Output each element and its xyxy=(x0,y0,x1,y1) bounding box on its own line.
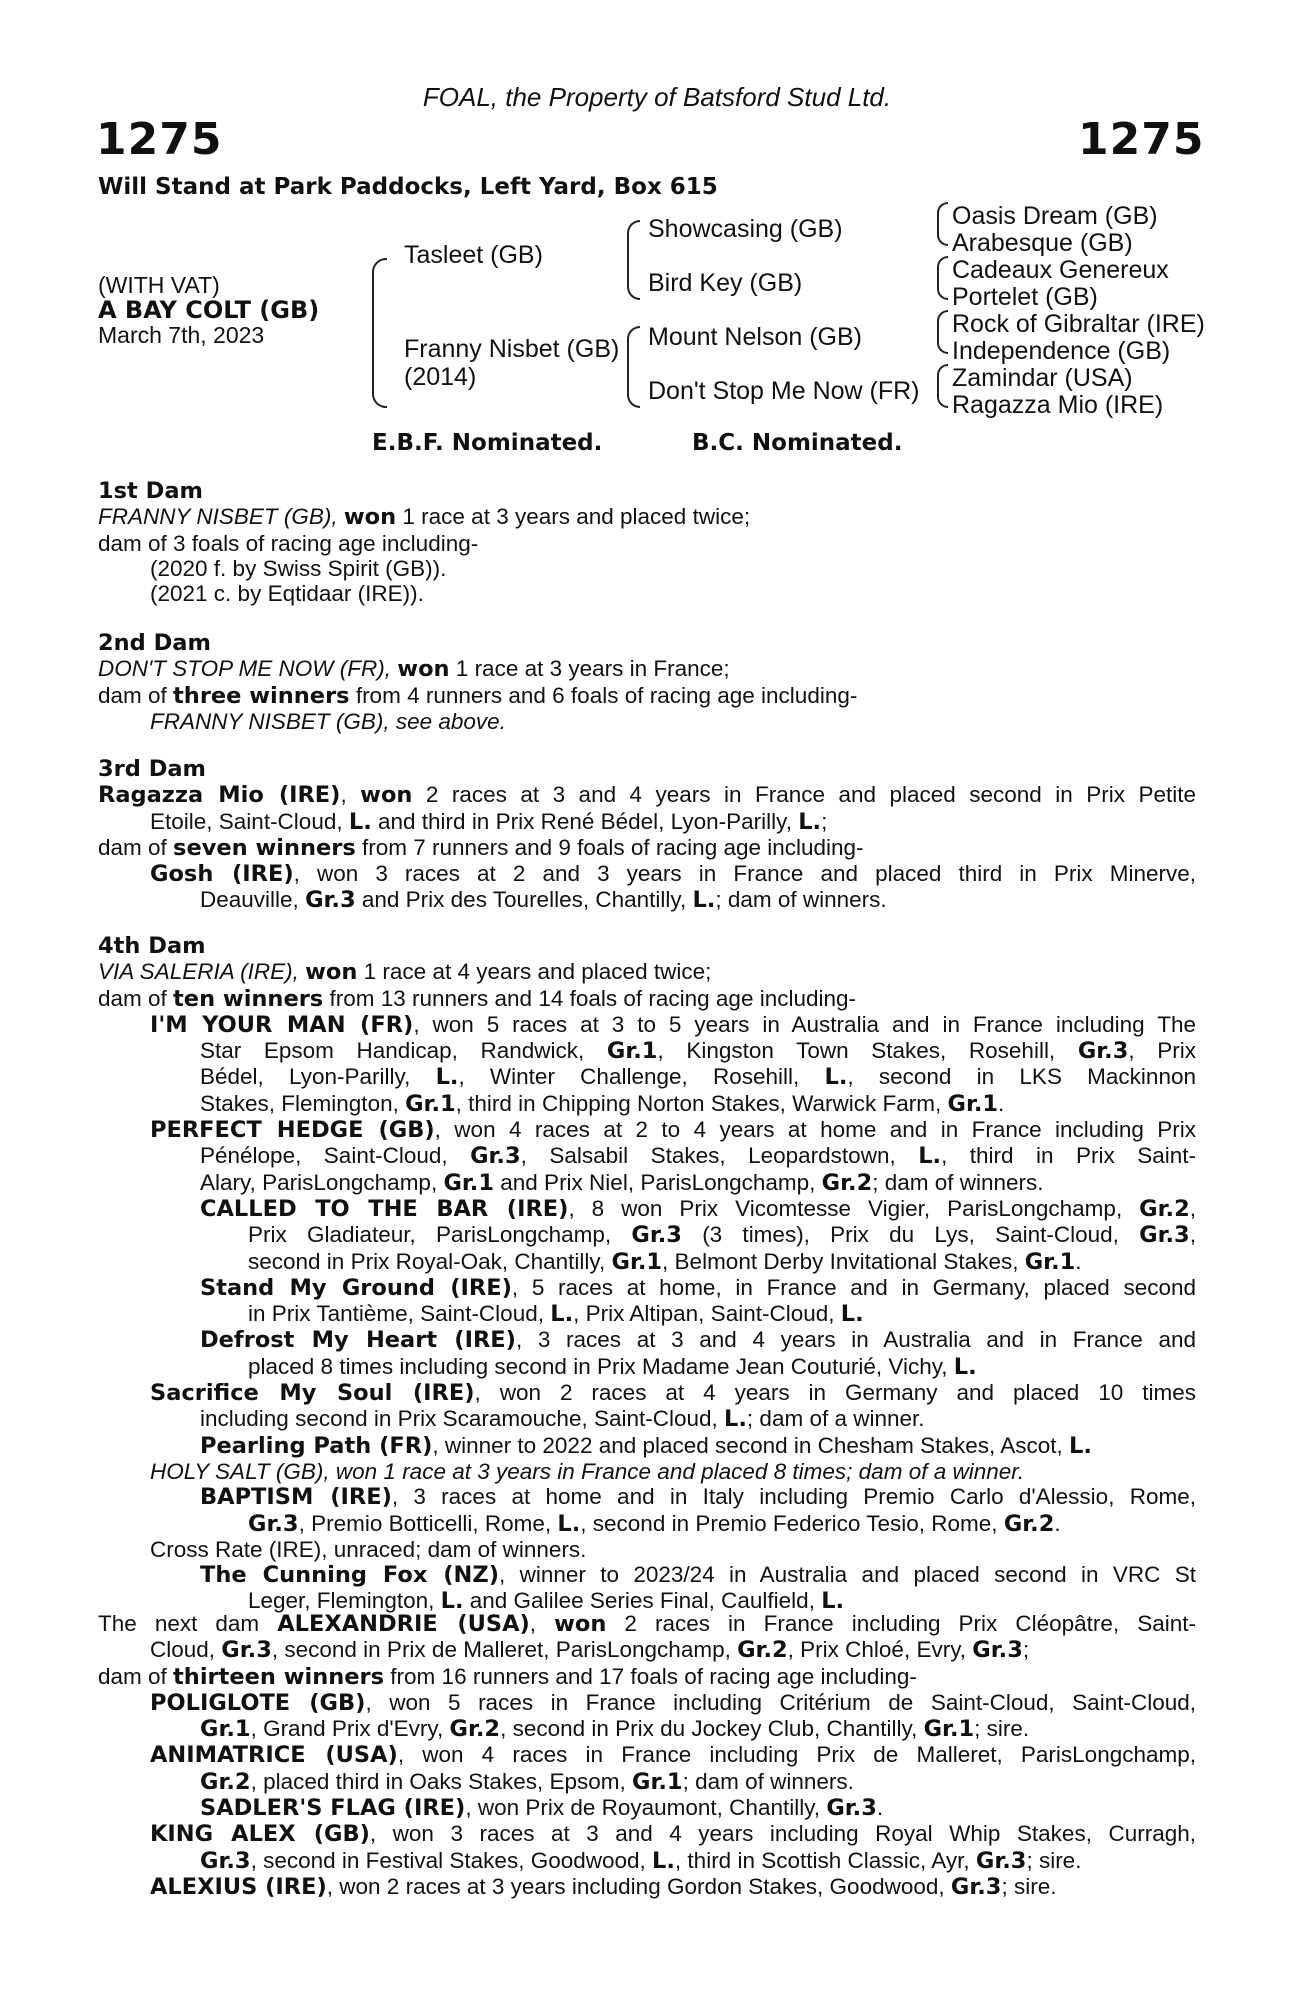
bold-text: Gr.2 xyxy=(449,1716,501,1743)
pedigree-gen2-1: Showcasing (GB) xyxy=(648,215,843,243)
bold-text: L. xyxy=(840,1301,864,1328)
text: , Premio Botticelli, Rome, xyxy=(298,1510,558,1536)
text: , Winter Challenge, Rosehill, xyxy=(458,1064,825,1090)
bold-text: L. xyxy=(557,1510,581,1537)
italic-text: VIA SALERIA (IRE), xyxy=(98,959,306,985)
section-4th-dam xyxy=(98,934,1196,1615)
text: and third in Prix René Bédel, Lyon-Parilly, xyxy=(371,808,799,834)
bold-text: SADLER'S FLAG (IRE) xyxy=(200,1795,466,1822)
text: , third in Prix Saint- xyxy=(941,1143,1196,1169)
pedigree-gen2-3: Mount Nelson (GB) xyxy=(648,323,862,351)
text-line xyxy=(98,959,1196,985)
bold-text: ALEXIUS (IRE) xyxy=(150,1873,327,1900)
horse-description: A BAY COLT (GB) xyxy=(98,296,320,324)
text-line xyxy=(98,531,1196,556)
text-line xyxy=(98,1038,1196,1064)
pedigree-gen3-1: Oasis Dream (GB) xyxy=(952,202,1158,230)
text: , second in LKS Mackinnon xyxy=(847,1064,1196,1090)
text-line xyxy=(98,709,1196,734)
text: ; sire. xyxy=(974,1716,1030,1742)
bold-text: L. xyxy=(918,1143,942,1170)
text: Prix Gladiateur, ParisLongchamp, xyxy=(248,1222,632,1248)
section-3rd-dam xyxy=(98,757,1196,914)
pedigree-dam-year: (2014) xyxy=(404,363,477,391)
italic-text: FRANNY NISBET (GB), see above. xyxy=(150,708,506,734)
bold-text: CALLED TO THE BAR (IRE) xyxy=(200,1195,569,1222)
text: ; sire. xyxy=(1001,1873,1057,1899)
text: , won 3 races at 3 and 4 years including Royal Whip Stakes, Curragh, xyxy=(369,1821,1196,1847)
bold-text: L. xyxy=(692,887,716,914)
text: 1 race at 3 years and placed twice; xyxy=(396,504,751,530)
text: The next dam xyxy=(98,1611,278,1636)
bc-nomination: B.C. Nominated. xyxy=(692,430,903,456)
bold-text: POLIGLOTE (GB) xyxy=(150,1689,366,1716)
text-line xyxy=(98,1637,1196,1663)
bold-text: L. xyxy=(821,1588,845,1615)
text: ; xyxy=(821,808,828,834)
text: Cross Rate (IRE), unraced; dam of winners. xyxy=(150,1536,587,1562)
lot-number-right: 1275 xyxy=(1078,114,1205,165)
text-line xyxy=(98,1795,1196,1821)
text: , won 5 races in France including Critérium de Saint-Cloud, Saint-Cloud, xyxy=(365,1689,1196,1715)
bold-text: Defrost My Heart (IRE) xyxy=(200,1327,516,1354)
bold-text: L. xyxy=(1069,1432,1092,1459)
bold-text: Gr.3 xyxy=(972,1637,1023,1664)
text-line xyxy=(98,1562,1196,1588)
text-line xyxy=(98,1821,1196,1847)
text-line xyxy=(98,556,1196,581)
text: and Galilee Series Final, Caulfield, xyxy=(463,1588,822,1614)
text: dam of xyxy=(98,834,174,860)
text: , 3 races at home and in Italy including Premio Carlo d'Alessio, Rome, xyxy=(391,1484,1196,1510)
brace-main xyxy=(372,258,387,408)
bold-text: Gr.1 xyxy=(632,1768,683,1795)
text: , Prix xyxy=(1128,1038,1196,1064)
text-line xyxy=(98,1249,1196,1275)
text-line xyxy=(98,861,1196,887)
bold-text: Gr.1 xyxy=(1024,1248,1076,1275)
bold-text: I'M YOUR MAN (FR) xyxy=(150,1011,414,1038)
bold-text: L. xyxy=(798,808,822,835)
brace-g3-1 xyxy=(937,202,948,246)
text: 1 race at 4 years and placed twice; xyxy=(357,959,712,985)
text-line xyxy=(98,1354,1196,1380)
bold-text: KING ALEX (GB) xyxy=(150,1821,370,1848)
text: , 8 won Prix Vicomtesse Vigier, ParisLongchamp, xyxy=(568,1195,1140,1221)
text-line xyxy=(98,1848,1196,1874)
pedigree-gen3-7: Zamindar (USA) xyxy=(952,364,1133,392)
text: ; dam of winners. xyxy=(872,1169,1044,1195)
text: , second in Premio Federico Tesio, Rome, xyxy=(580,1510,1004,1536)
text: , won 5 races at 3 to 5 years in Australia and in France including The xyxy=(413,1011,1196,1037)
pedigree-gen3-2: Arabesque (GB) xyxy=(952,229,1133,257)
text: , second in Prix de Malleret, ParisLongchamp, xyxy=(271,1637,738,1663)
text: ; dam of winners. xyxy=(682,1768,854,1794)
text-line xyxy=(98,1222,1196,1248)
text-line xyxy=(98,1117,1196,1143)
bold-text: Gr.2 xyxy=(1139,1195,1190,1222)
text-line xyxy=(98,1196,1196,1222)
text-line xyxy=(98,1459,1196,1484)
bold-text: Gr.3 xyxy=(1139,1222,1190,1249)
bold-text: L. xyxy=(652,1847,675,1874)
bold-text: Gr.1 xyxy=(443,1169,495,1196)
text: , xyxy=(1189,1195,1196,1221)
text: , xyxy=(1189,1222,1196,1248)
brace-dam xyxy=(627,326,640,408)
bold-text: Gr.2 xyxy=(737,1637,788,1664)
text: from 7 runners and 9 foals of racing age including- xyxy=(355,834,864,860)
bold-text: L. xyxy=(724,1406,747,1433)
pedigree-gen2-2: Bird Key (GB) xyxy=(648,269,803,297)
pedigree-gen3-5: Rock of Gibraltar (IRE) xyxy=(952,310,1205,338)
text-line xyxy=(98,1275,1196,1301)
text-line xyxy=(98,1742,1196,1768)
text: , won 3 races at 2 and 3 years in France and placed third in Prix Minerve, xyxy=(293,861,1196,887)
bold-text: L. xyxy=(550,1301,574,1328)
text-line xyxy=(98,1170,1196,1196)
brace-g3-4 xyxy=(937,364,948,408)
text: , second in Festival Stakes, Goodwood, xyxy=(250,1847,653,1873)
pedigree-sire: Tasleet (GB) xyxy=(404,241,543,269)
pedigree-gen3-6: Independence (GB) xyxy=(952,337,1171,365)
bold-text: Gr.1 xyxy=(947,1090,999,1117)
text: dam of xyxy=(98,1663,174,1689)
text: Star Epsom Handicap, Randwick, xyxy=(200,1038,607,1064)
text-line xyxy=(98,1874,1196,1900)
text-line xyxy=(98,1091,1196,1117)
text-line xyxy=(98,887,1196,913)
text-line xyxy=(98,1433,1196,1459)
text: in Prix Tantième, Saint-Cloud, xyxy=(248,1301,551,1327)
text-line xyxy=(98,782,1196,808)
text: ; xyxy=(1022,1637,1030,1663)
text: , won Prix de Royaumont, Chantilly, xyxy=(465,1795,827,1821)
bold-text: L. xyxy=(348,808,372,835)
text: , xyxy=(340,782,361,808)
bold-text: won xyxy=(554,1611,607,1637)
bold-text: Gr.3 xyxy=(470,1143,521,1170)
vat-label: (WITH VAT) xyxy=(98,272,220,298)
section-heading: 3rd Dam xyxy=(98,756,206,782)
bold-text: Gr.2 xyxy=(821,1169,873,1196)
bold-text: Gr.3 xyxy=(950,1873,1002,1900)
lot-number-left: 1275 xyxy=(96,114,223,165)
ebf-nomination: E.B.F. Nominated. xyxy=(372,430,603,456)
bold-text: L. xyxy=(953,1353,977,1380)
bold-text: Gr.3 xyxy=(975,1847,1027,1874)
text: from 13 runners and 14 foals of racing age including- xyxy=(323,985,857,1011)
bold-text: ten winners xyxy=(173,985,324,1012)
text: , won 4 races in France including Prix de Malleret, ParisLongchamp, xyxy=(397,1742,1197,1768)
text: Bédel, Lyon-Parilly, xyxy=(200,1064,436,1090)
text: Leger, Flemington, xyxy=(248,1588,441,1614)
section-heading: 1st Dam xyxy=(98,478,203,504)
bold-text: Gr.1 xyxy=(200,1716,251,1743)
text: from 16 runners and 17 foals of racing age including- xyxy=(384,1663,917,1689)
text-line xyxy=(98,1769,1196,1795)
text: . xyxy=(1054,1510,1061,1536)
bold-text: three winners xyxy=(173,682,350,709)
text: dam of xyxy=(98,682,174,708)
bold-text: Gr.3 xyxy=(631,1222,682,1249)
text-line xyxy=(98,1301,1196,1327)
text: Pénélope, Saint-Cloud, xyxy=(200,1143,471,1169)
text-line xyxy=(98,1143,1196,1169)
bold-text: Gr.1 xyxy=(611,1248,663,1275)
text-line xyxy=(98,1484,1196,1510)
bold-text: BAPTISM (IRE) xyxy=(200,1484,392,1511)
bold-text: Gr.3 xyxy=(221,1637,272,1664)
italic-text: FRANNY NISBET (GB), xyxy=(98,504,344,530)
text-line xyxy=(98,986,1196,1012)
text: ; dam of a winner. xyxy=(746,1406,925,1432)
bold-text: Gr.3 xyxy=(200,1847,251,1874)
text-line xyxy=(98,1406,1196,1432)
text: and Prix Niel, ParisLongchamp, xyxy=(494,1169,822,1195)
text-line xyxy=(98,683,1196,709)
bold-text: Gr.1 xyxy=(606,1038,658,1065)
bold-text: Pearling Path (FR) xyxy=(200,1432,433,1459)
text: (2021 c. by Eqtidaar (IRE)). xyxy=(150,581,424,607)
text: . xyxy=(998,1090,1005,1116)
text-line xyxy=(98,1611,1196,1637)
pedigree-dam: Franny Nisbet (GB) xyxy=(404,335,620,363)
bold-text: Gr.3 xyxy=(1077,1038,1129,1065)
text-line xyxy=(98,581,1196,606)
text: Etoile, Saint-Cloud, xyxy=(150,808,349,834)
text: Cloud, xyxy=(150,1637,222,1663)
bold-text: Gosh (IRE) xyxy=(150,861,294,888)
text: 1 race at 3 years in France; xyxy=(449,656,730,682)
text: from 4 runners and 6 foals of racing age including- xyxy=(349,682,858,708)
bold-text: Gr.3 xyxy=(305,887,356,914)
bold-text: L. xyxy=(824,1064,848,1091)
text: . xyxy=(1075,1248,1082,1274)
text: 2 races in France including Prix Cléopâtre, Saint- xyxy=(606,1611,1196,1636)
text: , Belmont Derby Invitational Stakes, xyxy=(662,1248,1025,1274)
text-line xyxy=(98,504,1196,530)
text: second in Prix Royal-Oak, Chantilly, xyxy=(248,1248,612,1274)
text: Stakes, Flemington, xyxy=(200,1090,406,1116)
bold-text: thirteen winners xyxy=(173,1663,385,1690)
pedigree-gen3-3: Cadeaux Genereux xyxy=(952,256,1169,284)
section-2nd-dam xyxy=(98,631,1196,734)
text-line xyxy=(98,1690,1196,1716)
text: , Salsabil Stakes, Leopardstown, xyxy=(520,1143,919,1169)
text: , Prix Chloé, Evry, xyxy=(787,1637,973,1663)
bold-text: PERFECT HEDGE (GB) xyxy=(150,1117,435,1144)
text: , won 2 races at 4 years in Germany and placed 10 times xyxy=(474,1380,1196,1406)
bold-text: Stand My Ground (IRE) xyxy=(200,1274,512,1301)
text: , third in Chipping Norton Stakes, Warwick Farm, xyxy=(455,1090,948,1116)
pedigree-gen3-4: Portelet (GB) xyxy=(952,283,1098,311)
text: , 5 races at home, in France and in Germany, placed second xyxy=(511,1274,1196,1300)
italic-text: DON'T STOP ME NOW (FR), xyxy=(98,656,398,682)
bold-text: won xyxy=(397,656,450,683)
bold-text: Gr.2 xyxy=(1003,1510,1055,1537)
text-line xyxy=(98,1327,1196,1353)
text-line xyxy=(98,1012,1196,1038)
text: , winner to 2022 and placed second in Chesham Stakes, Ascot, xyxy=(432,1432,1069,1458)
text: and Prix des Tourelles, Chantilly, xyxy=(355,887,693,913)
pedigree-gen3-8: Ragazza Mio (IRE) xyxy=(952,391,1164,419)
text: dam of xyxy=(98,985,174,1011)
brace-sire xyxy=(627,220,640,300)
date-of-birth: March 7th, 2023 xyxy=(98,322,265,348)
text: , 3 races at 3 and 4 years in Australia and in France and xyxy=(515,1327,1196,1353)
text: placed 8 times including second in Prix Madame Jean Couturié, Vichy, xyxy=(248,1353,954,1379)
bold-text: Gr.3 xyxy=(826,1795,877,1822)
text: , third in Scottish Classic, Ayr, xyxy=(674,1847,976,1873)
text: , won 2 races at 3 years including Gordon Stakes, Goodwood, xyxy=(326,1873,951,1899)
bold-text: seven winners xyxy=(173,834,356,861)
section-heading: 2nd Dam xyxy=(98,630,211,656)
text-line xyxy=(98,656,1196,682)
text: ; sire. xyxy=(1026,1847,1082,1873)
bold-text: ALEXANDRIE (USA) xyxy=(277,1611,530,1637)
brace-g3-2 xyxy=(937,256,948,300)
text-line xyxy=(98,809,1196,835)
text-line xyxy=(98,835,1196,861)
bold-text: Gr.1 xyxy=(923,1716,975,1743)
bold-text: won xyxy=(343,504,397,531)
text: (2020 f. by Swiss Spirit (GB)). xyxy=(150,555,447,581)
italic-text: HOLY SALT (GB), won 1 race at 3 years in France and placed 8 times; dam of a winner. xyxy=(150,1458,1025,1484)
bold-text: won xyxy=(360,782,413,809)
text: ; dam of winners. xyxy=(715,887,887,913)
text-line xyxy=(98,1064,1196,1090)
text: 2 races at 3 and 4 years in France and placed second in Prix Petite xyxy=(412,782,1196,808)
text-line xyxy=(98,1716,1196,1742)
text: , Prix Altipan, Saint-Cloud, xyxy=(573,1301,841,1327)
text: , xyxy=(529,1611,555,1636)
bold-text: Sacrifice My Soul (IRE) xyxy=(150,1380,475,1407)
section-1st-dam xyxy=(98,479,1196,606)
section-next-dam xyxy=(98,1611,1196,1900)
text: , winner to 2023/24 in Australia and placed second in VRC St xyxy=(498,1562,1196,1588)
property-line: FOAL, the Property of Batsford Stud Ltd. xyxy=(422,82,892,112)
text: (3 times), Prix du Lys, Saint-Cloud, xyxy=(681,1222,1140,1248)
text: , second in Prix du Jockey Club, Chantilly, xyxy=(500,1716,924,1742)
bold-text: won xyxy=(305,959,358,986)
bold-text: L. xyxy=(435,1064,459,1091)
text-line xyxy=(98,1380,1196,1406)
text: , placed third in Oaks Stakes, Epsom, xyxy=(250,1768,632,1794)
pedigree-gen2-4: Don't Stop Me Now (FR) xyxy=(648,377,920,405)
text: Alary, ParisLongchamp, xyxy=(200,1169,444,1195)
text: including second in Prix Scaramouche, Saint-Cloud, xyxy=(200,1406,725,1432)
bold-text: Gr.1 xyxy=(405,1090,456,1117)
stand-location: Will Stand at Park Paddocks, Left Yard, Box 615 xyxy=(98,174,718,200)
bold-text: The Cunning Fox (NZ) xyxy=(200,1562,499,1589)
bold-text: ANIMATRICE (USA) xyxy=(150,1742,398,1769)
text-line xyxy=(98,1511,1196,1537)
text: , won 4 races at 2 to 4 years at home and in France including Prix xyxy=(434,1117,1196,1143)
text: . xyxy=(876,1795,884,1821)
text-line xyxy=(98,1664,1196,1690)
text: , Kingston Town Stakes, Rosehill, xyxy=(657,1038,1078,1064)
bold-text: Ragazza Mio (IRE) xyxy=(98,782,341,809)
text: Deauville, xyxy=(200,887,306,913)
section-heading: 4th Dam xyxy=(98,933,206,959)
text-line xyxy=(98,1537,1196,1562)
bold-text: Gr.2 xyxy=(200,1768,251,1795)
bold-text: L. xyxy=(440,1588,464,1615)
text: dam of 3 foals of racing age including- xyxy=(98,530,479,556)
text: , Grand Prix d'Evry, xyxy=(250,1716,450,1742)
bold-text: Gr.3 xyxy=(248,1510,299,1537)
brace-g3-3 xyxy=(937,310,948,354)
